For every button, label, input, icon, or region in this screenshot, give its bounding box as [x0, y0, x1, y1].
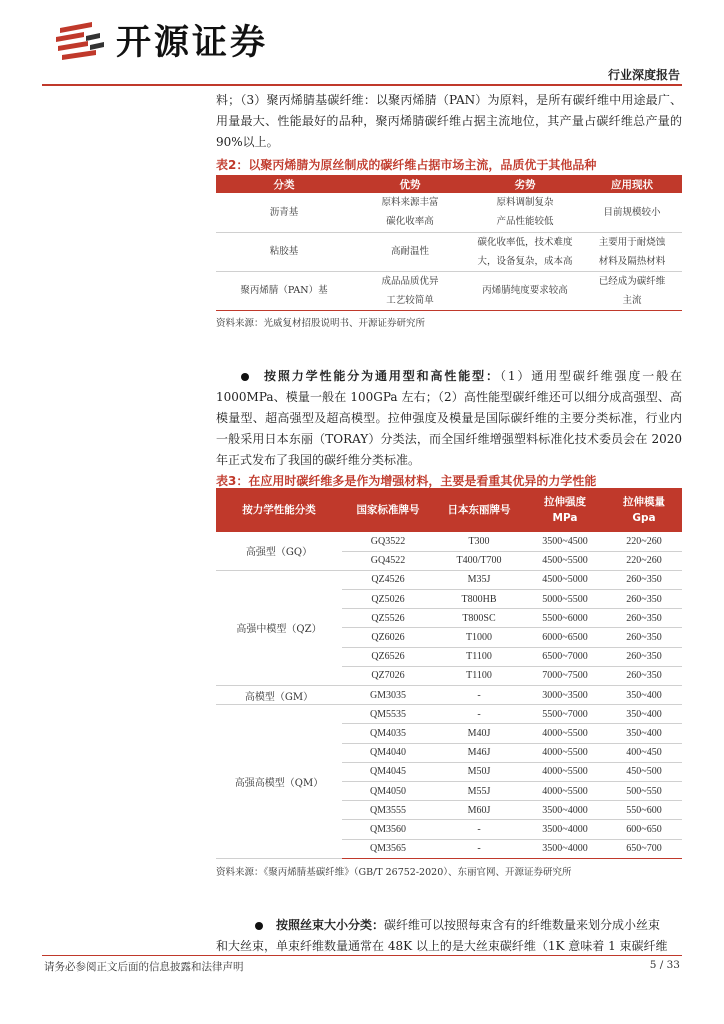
table2-line: 主流 — [622, 294, 642, 306]
table3-national-grade: QM4040 — [342, 743, 434, 762]
table3-toray-grade: - — [434, 686, 524, 705]
table3-tensile-modulus: 260~350 — [606, 609, 682, 628]
table3-tensile-modulus: 260~350 — [606, 590, 682, 609]
kaiyuan-logo-icon — [52, 20, 108, 64]
table2-status — [582, 271, 682, 310]
table3-tensile-strength: 3000~3500 — [524, 686, 606, 705]
table3-header: 按力学性能分类 — [216, 488, 342, 532]
table2-line: 材料及隔热材料 — [598, 255, 666, 267]
footer-disclaimer: 请务必参阅正文后面的信息披露和法律声明 — [44, 961, 244, 973]
table3-national-grade: QZ7026 — [342, 666, 434, 685]
table2-line: 原料来源丰富 — [381, 197, 439, 209]
table3-toray-grade: - — [434, 839, 524, 858]
table2-source: 资料来源：光威复材招股说明书、开源证券研究所 — [216, 318, 426, 329]
table3-tensile-strength: 3500~4000 — [524, 839, 606, 858]
table3-tensile-modulus: 450~500 — [606, 762, 682, 781]
table3-tensile-modulus: 650~700 — [606, 839, 682, 858]
table3-toray-grade: T300 — [434, 532, 524, 551]
paragraph-body: 碳纤维可以按照每束含有的纤维数量来划分成小丝束 — [384, 918, 661, 932]
table-row — [216, 193, 682, 232]
table3-header-line: 拉伸强度 — [544, 496, 586, 508]
page-header — [0, 0, 724, 86]
table3-header-line: 拉伸模量 — [623, 496, 665, 508]
table2-line: 主要用于耐烧蚀 — [598, 236, 666, 248]
table3-national-grade: QM4045 — [342, 762, 434, 781]
report-type: 行业深度报告 — [607, 68, 680, 82]
table3-source: 资料来源：《聚丙烯腈基碳纤维》（GB/T 26752-2020）、东丽官网、开源证券研究所 — [216, 867, 572, 878]
table3-header-row — [216, 488, 682, 532]
table3-toray-grade: T1000 — [434, 628, 524, 647]
table2-title: 表2：以聚丙烯腈为原丝制成的碳纤维占据市场主流，品质优于其他品种 — [216, 158, 597, 172]
table3-national-grade: GQ4522 — [342, 551, 434, 570]
table-row — [216, 705, 682, 724]
table3-category: 高模型（GM） — [216, 686, 342, 705]
table3-tensile-strength: 3500~4500 — [524, 532, 606, 551]
table3-header-unit: MPa — [552, 512, 578, 524]
table3-national-grade: GM3035 — [342, 686, 434, 705]
tow-size-paragraph-line2: 和大丝束，单束纤维数量通常在 48K 以上的是大丝束碳纤维（1K 意味着 1 束碳纤维 — [216, 939, 668, 953]
table3-header — [524, 488, 606, 532]
table3-tensile-modulus: 350~400 — [606, 724, 682, 743]
table3-tensile-modulus: 350~400 — [606, 686, 682, 705]
header-divider — [42, 84, 682, 86]
table3-header — [606, 488, 682, 532]
tow-size-paragraph — [216, 915, 682, 936]
paragraph-lead: 按照丝束大小分类： — [276, 918, 385, 932]
table3-toray-grade: M60J — [434, 801, 524, 820]
table3-toray-grade: M55J — [434, 781, 524, 800]
table2-advantage — [352, 271, 468, 310]
table3-header-unit: Gpa — [632, 512, 656, 524]
table3-toray-grade: M40J — [434, 724, 524, 743]
table2-header-row — [216, 175, 682, 193]
table3-tensile-strength: 3500~4000 — [524, 801, 606, 820]
paragraph-lead: 按照力学性能分为通用型和高性能型： — [264, 369, 500, 383]
footer-divider — [42, 955, 682, 956]
table2-disadvantage — [468, 271, 582, 310]
table2-line: 目前规模较小 — [603, 206, 661, 218]
table3-toray-grade: T400/T700 — [434, 551, 524, 570]
table3-toray-grade: M35J — [434, 570, 524, 589]
table3-tensile-modulus: 220~260 — [606, 532, 682, 551]
table2-header: 应用现状 — [582, 175, 682, 193]
table2-header: 分类 — [216, 175, 352, 193]
table3-title: 表3：在应用时碳纤维多是作为增强材料，主要是看重其优异的力学性能 — [216, 474, 597, 488]
table3-tensile-modulus: 260~350 — [606, 628, 682, 647]
table-row — [216, 271, 682, 310]
table-row — [216, 532, 682, 551]
paragraph-body: （1）通用型碳纤维强度一般在 1000MPa、模量一般在 100GPa 左右；（2）高性能型碳纤维还可以细分成高强型、高模量型、超高强型及超高模型。拉伸强度及模量是国际碳纤维的主要分类标准，行业内一般采用日本东丽（TORAY）分类法，而全国纤维增强塑料标准化技术委员会在 2020 年正式发布了我国的碳纤维分类标准。 — [216, 369, 682, 467]
table3-toray-grade: M46J — [434, 743, 524, 762]
table2-disadvantage — [468, 232, 582, 271]
table3-tensile-modulus: 260~350 — [606, 647, 682, 666]
table3-tensile-modulus: 260~350 — [606, 666, 682, 685]
table2-advantage — [352, 193, 468, 232]
table2-advantage — [352, 232, 468, 271]
table3-tensile-strength: 4500~5500 — [524, 551, 606, 570]
table3-national-grade: QZ6026 — [342, 628, 434, 647]
table3-national-grade: QZ4526 — [342, 570, 434, 589]
table2-line: 高耐温性 — [390, 246, 429, 257]
table2-status — [582, 193, 682, 232]
table2-category: 粘胶基 — [216, 232, 352, 271]
table3-tensile-modulus: 600~650 — [606, 820, 682, 839]
table3-national-grade: QM3560 — [342, 820, 434, 839]
table3-national-grade: QZ5026 — [342, 590, 434, 609]
table3-tensile-strength: 5000~5500 — [524, 590, 606, 609]
table2-disadvantage — [468, 193, 582, 232]
table3-tensile-strength: 5500~7000 — [524, 705, 606, 724]
table3-national-grade: QM3555 — [342, 801, 434, 820]
table3-tensile-strength: 4000~5500 — [524, 781, 606, 800]
table3-body — [216, 532, 682, 858]
table2-line: 原料调制复杂 — [496, 197, 554, 209]
table3-toray-grade: T1100 — [434, 647, 524, 666]
table3-national-grade: QM3565 — [342, 839, 434, 858]
table2-header: 优势 — [352, 175, 468, 193]
table3-tensile-modulus: 220~260 — [606, 551, 682, 570]
table3-tensile-strength: 6000~6500 — [524, 628, 606, 647]
table3-tensile-strength: 7000~7500 — [524, 666, 606, 685]
table3-header: 日本东丽牌号 — [434, 488, 524, 532]
table3-category: 高强高模型（QM） — [216, 705, 342, 859]
table2-line: 碳化收率低，技术难度 — [477, 236, 573, 248]
table3-national-grade: QM4050 — [342, 781, 434, 800]
table2-category: 聚丙烯腈（PAN）基 — [216, 271, 352, 310]
table-row — [216, 686, 682, 705]
classification-paragraph — [216, 366, 682, 471]
table3-tensile-strength: 6500~7000 — [524, 647, 606, 666]
table3-tensile-modulus: 500~550 — [606, 781, 682, 800]
table2-status — [582, 232, 682, 271]
table3-national-grade: GQ3522 — [342, 532, 434, 551]
intro-paragraph: 料；（3）聚丙烯腈基碳纤维：以聚丙烯腈（PAN）为原料，是所有碳纤维中用途最广、用量最大、性能最好的品种，聚丙烯腈碳纤维占据主流地位，其产量占碳纤维总产量的 90%以上。 — [216, 93, 682, 149]
table3-tensile-strength: 4000~5500 — [524, 762, 606, 781]
table2-category: 沥青基 — [216, 193, 352, 232]
table3-toray-grade: T800HB — [434, 590, 524, 609]
table-row — [216, 232, 682, 271]
table2-line: 成品品质优异 — [381, 275, 439, 287]
table3-toray-grade: M50J — [434, 762, 524, 781]
table3-national-grade: QZ6526 — [342, 647, 434, 666]
table3 — [216, 488, 682, 859]
table3-national-grade: QZ5526 — [342, 609, 434, 628]
table3-tensile-strength: 3500~4000 — [524, 820, 606, 839]
table3-toray-grade: T800SC — [434, 609, 524, 628]
table3-category: 高强中模型（QZ） — [216, 570, 342, 685]
table3-tensile-modulus: 260~350 — [606, 570, 682, 589]
table3-toray-grade: - — [434, 820, 524, 839]
table3-header: 国家标准牌号 — [342, 488, 434, 532]
table3-tensile-modulus: 350~400 — [606, 705, 682, 724]
page-number: 5 / 33 — [649, 959, 680, 971]
table3-toray-grade: T1100 — [434, 666, 524, 685]
table2-line: 产品性能较低 — [496, 216, 554, 228]
table3-tensile-strength: 5500~6000 — [524, 609, 606, 628]
table2-line: 碳化收率高 — [386, 216, 434, 228]
table3-toray-grade: - — [434, 705, 524, 724]
table3-national-grade: QM5535 — [342, 705, 434, 724]
table3-tensile-strength: 4500~5000 — [524, 570, 606, 589]
table3-national-grade: QM4035 — [342, 724, 434, 743]
table2-line: 大，设备复杂，成本高 — [477, 255, 573, 267]
table2-line: 工艺较简单 — [386, 294, 434, 306]
table3-tensile-strength: 4000~5500 — [524, 724, 606, 743]
table3-tensile-strength: 4000~5500 — [524, 743, 606, 762]
table2-line: 已经成为碳纤维 — [598, 275, 666, 287]
table2-line: 丙烯腈纯度要求较高 — [482, 285, 568, 296]
table3-tensile-modulus: 400~450 — [606, 743, 682, 762]
brand-name: 开源证券 — [116, 23, 269, 63]
table3-category: 高强型（GQ） — [216, 532, 342, 570]
table-row — [216, 570, 682, 589]
table2 — [216, 175, 682, 311]
table2-header: 劣势 — [468, 175, 582, 193]
table3-tensile-modulus: 550~600 — [606, 801, 682, 820]
